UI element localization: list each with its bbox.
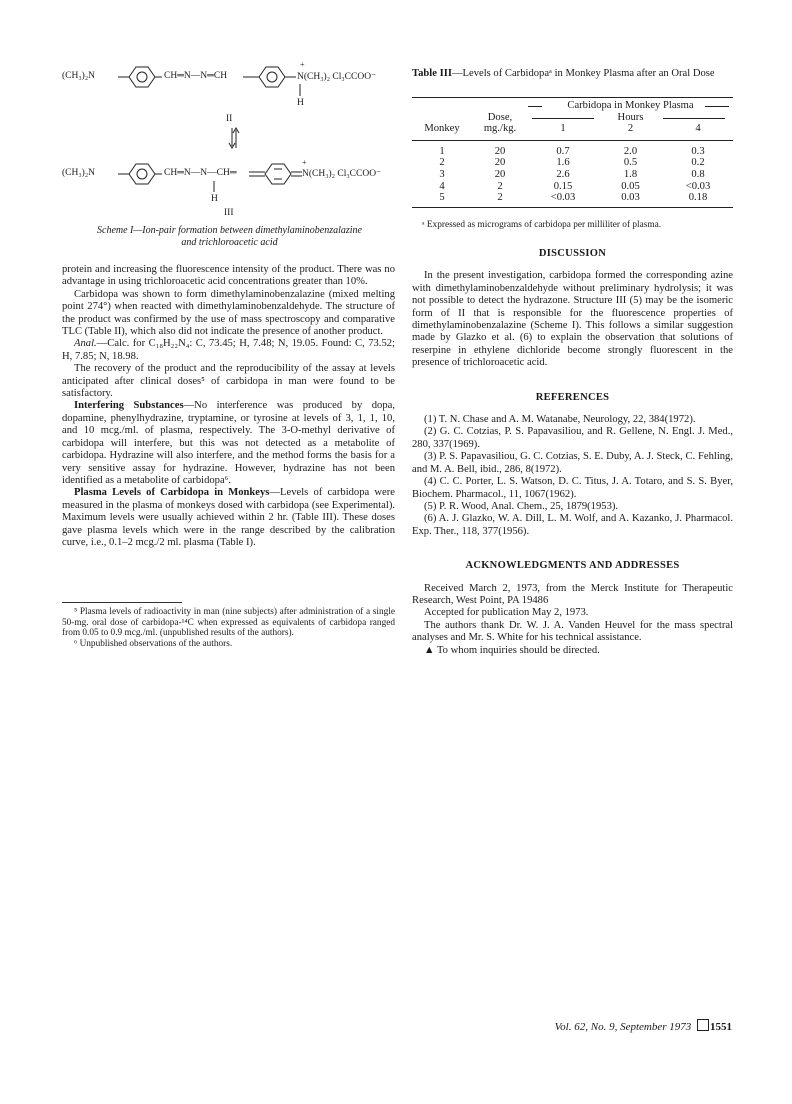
table3-col-monkey: Monkey xyxy=(424,123,460,135)
page-number: 1551 xyxy=(710,1021,732,1033)
table-cell: 0.05 xyxy=(621,180,640,192)
anal-paragraph xyxy=(62,338,395,363)
table3-col-dose1: Dose, xyxy=(487,111,513,123)
page-footer xyxy=(555,1019,732,1033)
footnote-rule xyxy=(62,602,182,603)
table-cell: 2.6 xyxy=(556,168,570,180)
table-cell: 2 xyxy=(497,192,503,204)
scheme-caption-line1: Scheme I—Ion-pair formation between dimethylaminobenzalazine xyxy=(97,225,362,236)
table3-col-hour: 4 xyxy=(695,123,701,135)
received-text: Received March 2, 1973, from the Merck Institute for Therapeutic Research, West Point, PA 19486 xyxy=(412,582,733,606)
page-marker-icon xyxy=(697,1019,709,1031)
list-item: (2) G. C. Cotzias, P. S. Papavasiliou, and R. Gellene, N. Engl. J. Med., 280, 337(1969). xyxy=(412,426,733,450)
table-cell: 20 xyxy=(494,145,506,157)
table-cell: 1.8 xyxy=(623,168,638,180)
hours-rule-left xyxy=(532,118,594,119)
acknowledgments-heading: ACKNOWLEDGMENTS AND ADDRESSES xyxy=(465,560,680,572)
interfering-paragraph xyxy=(62,400,395,487)
list-item: (5) P. R. Wood, Anal. Chem., 25, 1879(1953). xyxy=(424,500,619,512)
discussion-heading: DISCUSSION xyxy=(538,248,607,259)
list-item: (3) P. S. Papavasiliou, G. C. Cotzias, S. E. Duby, A. J. Steck, C. Fehling, and M. A. Bell, ibid., 286, 8(1972). xyxy=(412,451,733,475)
reference-list xyxy=(412,414,733,538)
span-rule-right xyxy=(705,106,729,107)
scheme-caption xyxy=(62,225,397,249)
table3-top-rule xyxy=(412,97,733,98)
table-cell: 0.2 xyxy=(691,157,705,169)
table-cell: 1 xyxy=(439,145,445,157)
journal-citation: Vol. 62, No. 9, September 1973 xyxy=(554,1021,692,1033)
struct-ii-h: H xyxy=(297,98,304,108)
footnote-6: ⁶ Unpublished observations of the authors. xyxy=(74,638,233,649)
label-ii: II xyxy=(226,114,233,124)
table-row xyxy=(412,157,733,169)
struct-ii-right: N(CH₃)₂ Cl₃CCOO⁻ xyxy=(297,72,377,82)
body-paragraph: Carbidopa was shown to form dimethylaminobenzalazine (mixed melting point 274°) when reacted with dimethylaminobenzaldehyde. The structure of the product was confirmed by the use of mass spectroscopy and comparative TLC (Table II), which also did not indicate the presence of another product. xyxy=(62,288,395,338)
table-cell: 0.15 xyxy=(553,180,573,192)
discussion-text: In the present investigation, carbidopa formed the corresponding azine with dimethylaminobenzaldehyde without preliminary hydrolysis; it was not possible to detect the hydrazone. Structure III (5) may be the isomeric form of II that is responsible for the fluorescence properties of dimethylaminobenzalazine (Scheme I). This follows a similar suggestion made by Glazko et al. (6) to explain the observation that solutions of reserpine in ethylene dichloride become strongly fluorescent in the presence of trichloroacetic acid. xyxy=(412,270,733,369)
table3-col-hour: 2 xyxy=(627,123,634,135)
table3-title xyxy=(412,68,732,80)
table-cell: 4 xyxy=(439,180,445,192)
table-row xyxy=(412,181,733,193)
list-item: (6) A. J. Glazko, W. A. Dill, L. M. Wolf, and A. Kazanko, J. Pharmacol. Exp. Ther., 118, 377(1956). xyxy=(412,513,733,537)
references-heading: REFERENCES xyxy=(535,391,610,403)
struct-iii-plus: + xyxy=(302,158,307,167)
table-cell: <0.03 xyxy=(685,180,711,192)
interfering-text: —No interference was produced by dopa, dopamine, phenylhydrazine, tryptamine, or tyrosine at levels of 3, 1, 1, 10, and 10 mcg./ml. of plasma, respectively. The 3-O-methyl derivative of carbidopa will interfere, but this was not detected as a metabolite of carbidopa. Hydrazine will also interfere, and the method forms the basis for a very sensitive assay for hydrazine. However, hydrazine has not been identified as a metabolite of carbidopa⁶. xyxy=(62,400,395,486)
table-cell: 3 xyxy=(439,168,445,180)
table3-title-text: —Levels of Carbidopaᵃ in Monkey Plasma after an Oral Dose xyxy=(451,68,715,79)
anal-text: —Calc. for C₁₈H₂₂N₄: C, 73.45; H, 7.48; N, 19.05. Found: C, 73.52; H, 7.85; N, 18.98. xyxy=(62,338,395,362)
table3-hours-header: Hours xyxy=(617,111,644,123)
interfering-heading: Interfering Substances xyxy=(74,400,184,412)
anal-label: Anal. xyxy=(74,338,97,350)
table-cell: 0.5 xyxy=(623,157,638,169)
table3-span-header: Carbidopa in Monkey Plasma xyxy=(567,100,694,111)
scheme-structures xyxy=(62,58,397,223)
struct-iii-h: H xyxy=(211,194,218,204)
plasma-text: —Levels of carbidopa were measured in the plasma of monkeys dosed with carbidopa (see Experimental). Maximum levels were usually achieved within 2 hr. (Table III). These doses gave plasma levels which were in the range described by the calibration curve, i.e., 0.1–2 mcg./2 ml. plasma (Table I). xyxy=(62,487,395,548)
plasma-paragraph xyxy=(62,487,395,549)
table-cell: 0.03 xyxy=(621,192,640,204)
list-item: (1) T. N. Chase and A. M. Watanabe, Neurology, 22, 384(1972). xyxy=(424,414,696,426)
hours-rule-right xyxy=(663,118,725,119)
table-cell: 2 xyxy=(439,157,445,169)
struct-ii-mid: CH═N—N═CH xyxy=(164,71,228,81)
struct-ii-left: (CH₃)₂N xyxy=(62,71,96,81)
table3-title-label: Table III xyxy=(412,68,452,79)
struct-iii-left: (CH₃)₂N xyxy=(62,168,96,178)
struct-ii-plus: + xyxy=(300,60,305,69)
struct-iii-mid: CH═N—N—CH═ xyxy=(164,168,237,178)
inquiries-text: ▲ To whom inquiries should be directed. xyxy=(424,644,600,656)
footnote-5: ⁵ Plasma levels of radioactivity in man (nine subjects) after administration of a single 50-mg. oral dose of carbidopa-¹⁴C when expressed as equivalents of carbidopa ranged from 0.05 to 0.9 mcg./ml. (unpublished results of the authors). xyxy=(62,607,395,639)
label-iii: III xyxy=(224,208,234,218)
table-row xyxy=(412,192,733,204)
accepted-text: Accepted for publication May 2, 1973. xyxy=(424,607,589,619)
scheme-caption-line2: and trichloroacetic acid xyxy=(181,237,278,248)
body-paragraph: The recovery of the product and the reproducibility of the assay at levels anticipated after clinical doses⁵ of carbidopa in man were found to be satisfactory. xyxy=(62,363,395,400)
table3-footnote: ᵃ Expressed as micrograms of carbidopa per milliliter of plasma. xyxy=(422,220,662,230)
body-paragraph: protein and increasing the fluorescence intensity of the product. There was no advantage in using trichloroacetic acid concentrations greater than 10%. xyxy=(62,264,395,288)
table-cell: 20 xyxy=(494,168,506,180)
list-item: (4) C. C. Porter, L. S. Watson, D. C. Titus, J. A. Totaro, and S. S. Byer, Biochem. Pharmacol., 11, 1067(1962). xyxy=(412,476,733,500)
table-cell: 2.0 xyxy=(623,145,638,157)
thanks-text: The authors thank Dr. W. J. A. Vanden Heuvel for the mass spectral analyses and Mr. S. White for his technical assistance. xyxy=(412,619,733,644)
table-cell: 5 xyxy=(439,192,445,204)
table-cell: 0.7 xyxy=(556,145,570,157)
plasma-heading: Plasma Levels of Carbidopa in Monkeys xyxy=(74,487,270,499)
left-footnotes xyxy=(62,607,395,649)
table3-col-dose2: mg./kg. xyxy=(483,123,517,135)
span-rule-left xyxy=(528,106,542,107)
table-cell: 0.18 xyxy=(688,192,708,204)
scheme-figure xyxy=(62,58,397,253)
table-cell: <0.03 xyxy=(550,192,576,204)
table-cell: 20 xyxy=(494,157,506,169)
left-column-body xyxy=(62,264,395,549)
table-cell: 2 xyxy=(497,180,503,192)
table3 xyxy=(412,100,733,204)
table-cell: 0.3 xyxy=(691,145,705,157)
struct-iii-right: N(CH₃)₂ Cl₃CCOO⁻ xyxy=(302,169,382,179)
right-column xyxy=(412,248,733,657)
table-cell: 0.8 xyxy=(691,168,705,180)
table-cell: 1.6 xyxy=(556,157,570,169)
table-row xyxy=(412,146,733,158)
table-row xyxy=(412,169,733,181)
table3-col-hour: 1 xyxy=(560,123,566,135)
table3-bottom-rule xyxy=(412,207,733,208)
